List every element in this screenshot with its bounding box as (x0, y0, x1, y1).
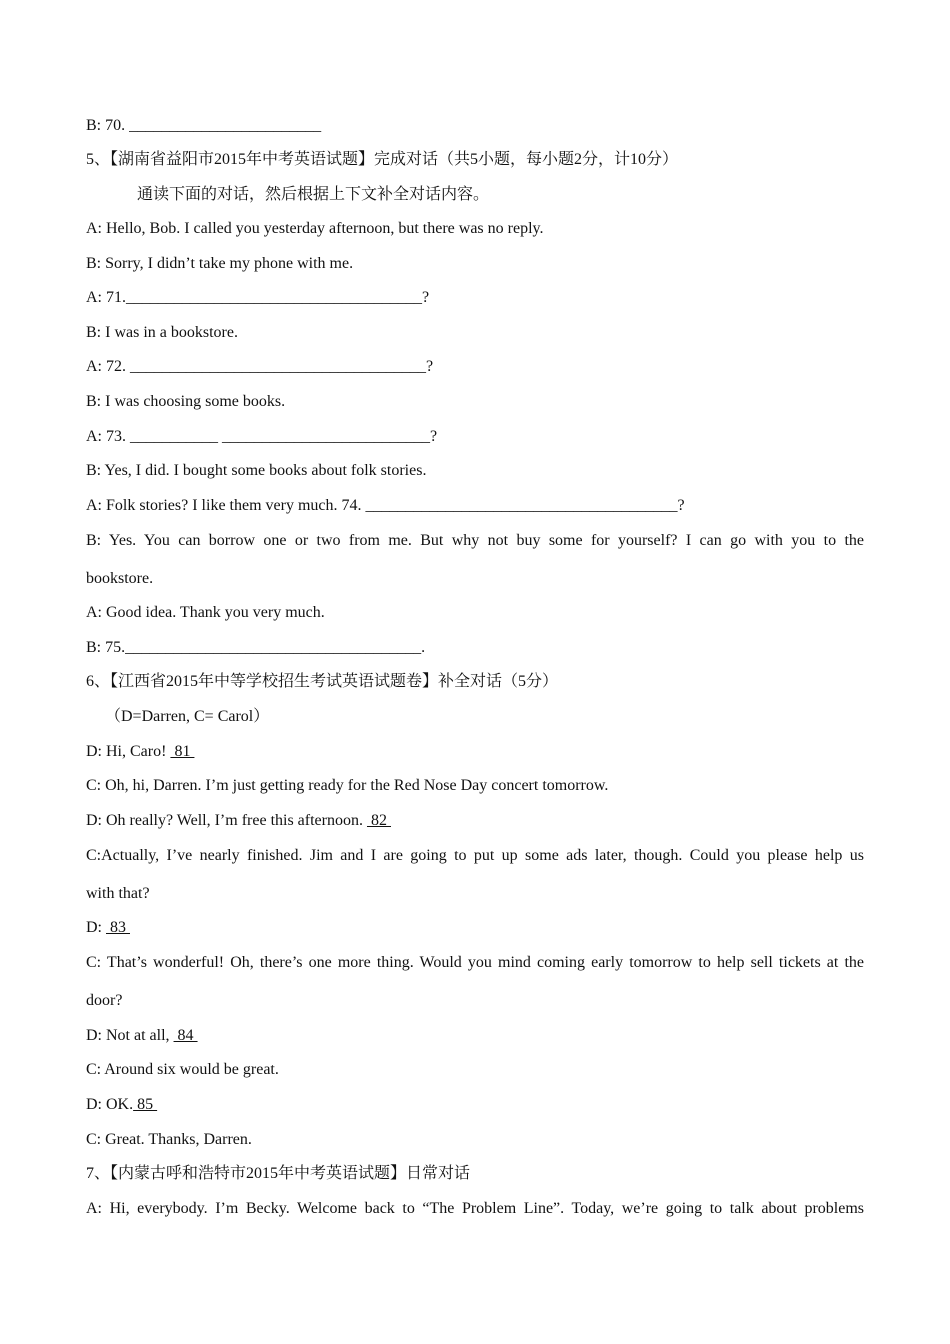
blank-73: A: 73. ___________ __________________________? (86, 428, 438, 445)
dialogue-line: A: Hello, Bob. I called you yesterday afternoon, but there was no reply. (86, 220, 544, 237)
blank-75: B: 75._____________________________________. (86, 639, 426, 656)
blank-81: 81 (170, 743, 195, 760)
dialogue-text: D: OK. (86, 1096, 134, 1113)
blank-84: 84 (173, 1027, 198, 1044)
dialogue-line: C: That’s wonderful! Oh, there’s one more thing. Would you mind coming early tomorrow to help sell tickets at the (86, 954, 864, 971)
dialogue-line-continued: with that? (86, 885, 150, 902)
dialogue-line: B: Yes, I did. I bought some books about folk stories. (86, 462, 427, 479)
blank-83: 83 (106, 919, 130, 936)
dialogue-line (86, 1095, 864, 1115)
dialogue-text: D: Hi, Caro! (86, 743, 171, 760)
dialogue-line (86, 811, 864, 831)
dialogue-line: C:Actually, I’ve nearly finished. Jim and I are going to put up some ads later, though. Could you please help us (86, 847, 864, 864)
section-7-heading: 7、【内蒙古呼和浩特市2015年中考英语试题】日常对话 (86, 1165, 471, 1182)
section-5-heading: 5、【湖南省益阳市2015年中考英语试题】完成对话（共5小题，每小题2分，计10分） (86, 151, 679, 168)
dialogue-line: B: I was in a bookstore. (86, 324, 238, 341)
blank-72: A: 72. _____________________________________? (86, 358, 434, 375)
dialogue-line-continued: bookstore. (86, 570, 154, 587)
speaker-key: （D=Darren, C= Carol） (105, 708, 270, 725)
dialogue-line: B: Yes. You can borrow one or two from me. But why not buy some for yourself? I can go with you to the (86, 532, 864, 549)
dialogue-line: B: I was choosing some books. (86, 393, 286, 410)
answer-line-70: B: 70. ________________________ (86, 117, 322, 134)
dialogue-text: D: Not at all, (86, 1027, 174, 1044)
dialogue-text: D: (86, 919, 106, 936)
section-6-heading: 6、【江西省2015年中等学校招生考试英语试题卷】补全对话（5分） (86, 673, 559, 690)
dialogue-line: C: Great. Thanks, Darren. (86, 1131, 252, 1148)
dialogue-line: A: Good idea. Thank you very much. (86, 604, 325, 621)
dialogue-line-continued: door? (86, 992, 123, 1009)
dialogue-text: D: Oh really? Well, I’m free this afternoon. (86, 812, 367, 829)
dialogue-line (86, 918, 864, 938)
blank-82: 82 (366, 812, 391, 829)
dialogue-line: B: Sorry, I didn’t take my phone with me. (86, 255, 354, 272)
section-5-instruction: 通读下面的对话，然后根据上下文补全对话内容。 (137, 186, 490, 203)
dialogue-line (86, 742, 864, 762)
dialogue-line: C: Oh, hi, Darren. I’m just getting ready for the Red Nose Day concert tomorrow. (86, 777, 609, 794)
blank-71: A: 71._____________________________________? (86, 289, 430, 306)
dialogue-line (86, 1026, 864, 1046)
dialogue-line: C: Around six would be great. (86, 1061, 279, 1078)
blank-74: A: Folk stories? I like them very much. 74. _______________________________________? (86, 497, 685, 514)
dialogue-line: A: Hi, everybody. I’m Becky. Welcome back to “The Problem Line”. Today, we’re going to talk about problems (86, 1200, 864, 1217)
blank-85: 85 (133, 1096, 158, 1113)
